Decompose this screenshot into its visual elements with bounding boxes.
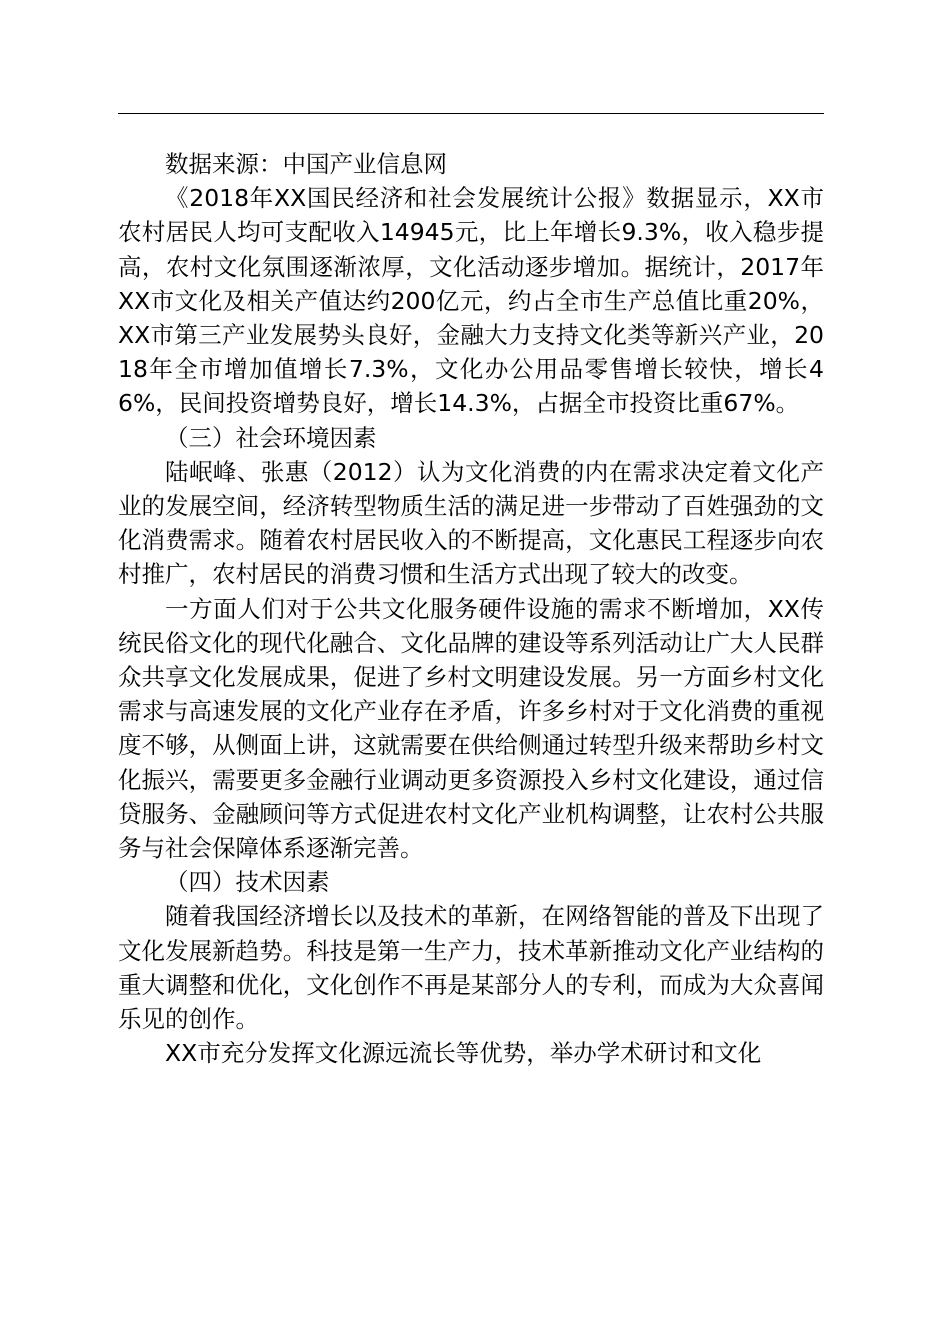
- header-rule: [118, 113, 824, 114]
- paragraph-technology: 随着我国经济增长以及技术的革新，在网络智能的普及下出现了文化发展新趋势。科技是第一生产力，技术革新推动文化产业结构的重大调整和优化，文化创作不再是某部分人的专利，而成为大众喜闻乐见的创作。: [118, 902, 824, 1034]
- paragraph-statistics: 《2018年XX国民经济和社会发展统计公报》数据显示，XX市农村居民人均可支配收入14945元，比上年增长9.3%，收入稳步提高，农村文化氛围逐渐浓厚，文化活动逐步增加。据统计，2017年XX市文化及相关产值达约200亿元，约占全市生产总值比重20%，XX市第三产业发展势头良好，金融大力支持文化类等新兴产业，2018年全市增加值增长7.3%，文化办公用品零售增长较快，增长46%，民间投资增势良好，增长14.3%，占据全市投资比重67%。: [118, 184, 824, 418]
- paragraph-cultural-consumption: 陆岷峰、张惠（2012）认为文化消费的内在需求决定着文化产业的发展空间，经济转型物质生活的满足进一步带动了百姓强劲的文化消费需求。随着农村居民收入的不断提高，文化惠民工程逐步向农村推广，农村居民的消费习惯和生活方式出现了较大的改变。: [118, 457, 824, 589]
- section-heading-social-environment: （三）社会环境因素: [165, 423, 377, 452]
- paragraph-city-advantages: XX市充分发挥文化源远流长等优势，举办学术研讨和文化: [165, 1039, 762, 1068]
- document-body: [118, 147, 824, 1070]
- section-heading-technology: （四）技术因素: [165, 868, 330, 897]
- paragraph-public-services: 一方面人们对于公共文化服务硬件设施的需求不断增加，XX传统民俗文化的现代化融合、文化品牌的建设等系列活动让广大人民群众共享文化发展成果，促进了乡村文明建设发展。另一方面乡村文化需求与高速发展的文化产业存在矛盾，许多乡村对于文化消费的重视度不够，从侧面上讲，这就需要在供给侧通过转型升级来帮助乡村文化振兴，需要更多金融行业调动更多资源投入乡村文化建设，通过信贷服务、金融顾问等方式促进农村文化产业机构调整，让农村公共服务与社会保障体系逐渐完善。: [118, 594, 824, 863]
- data-source-line: 数据来源：中国产业信息网: [165, 150, 447, 178]
